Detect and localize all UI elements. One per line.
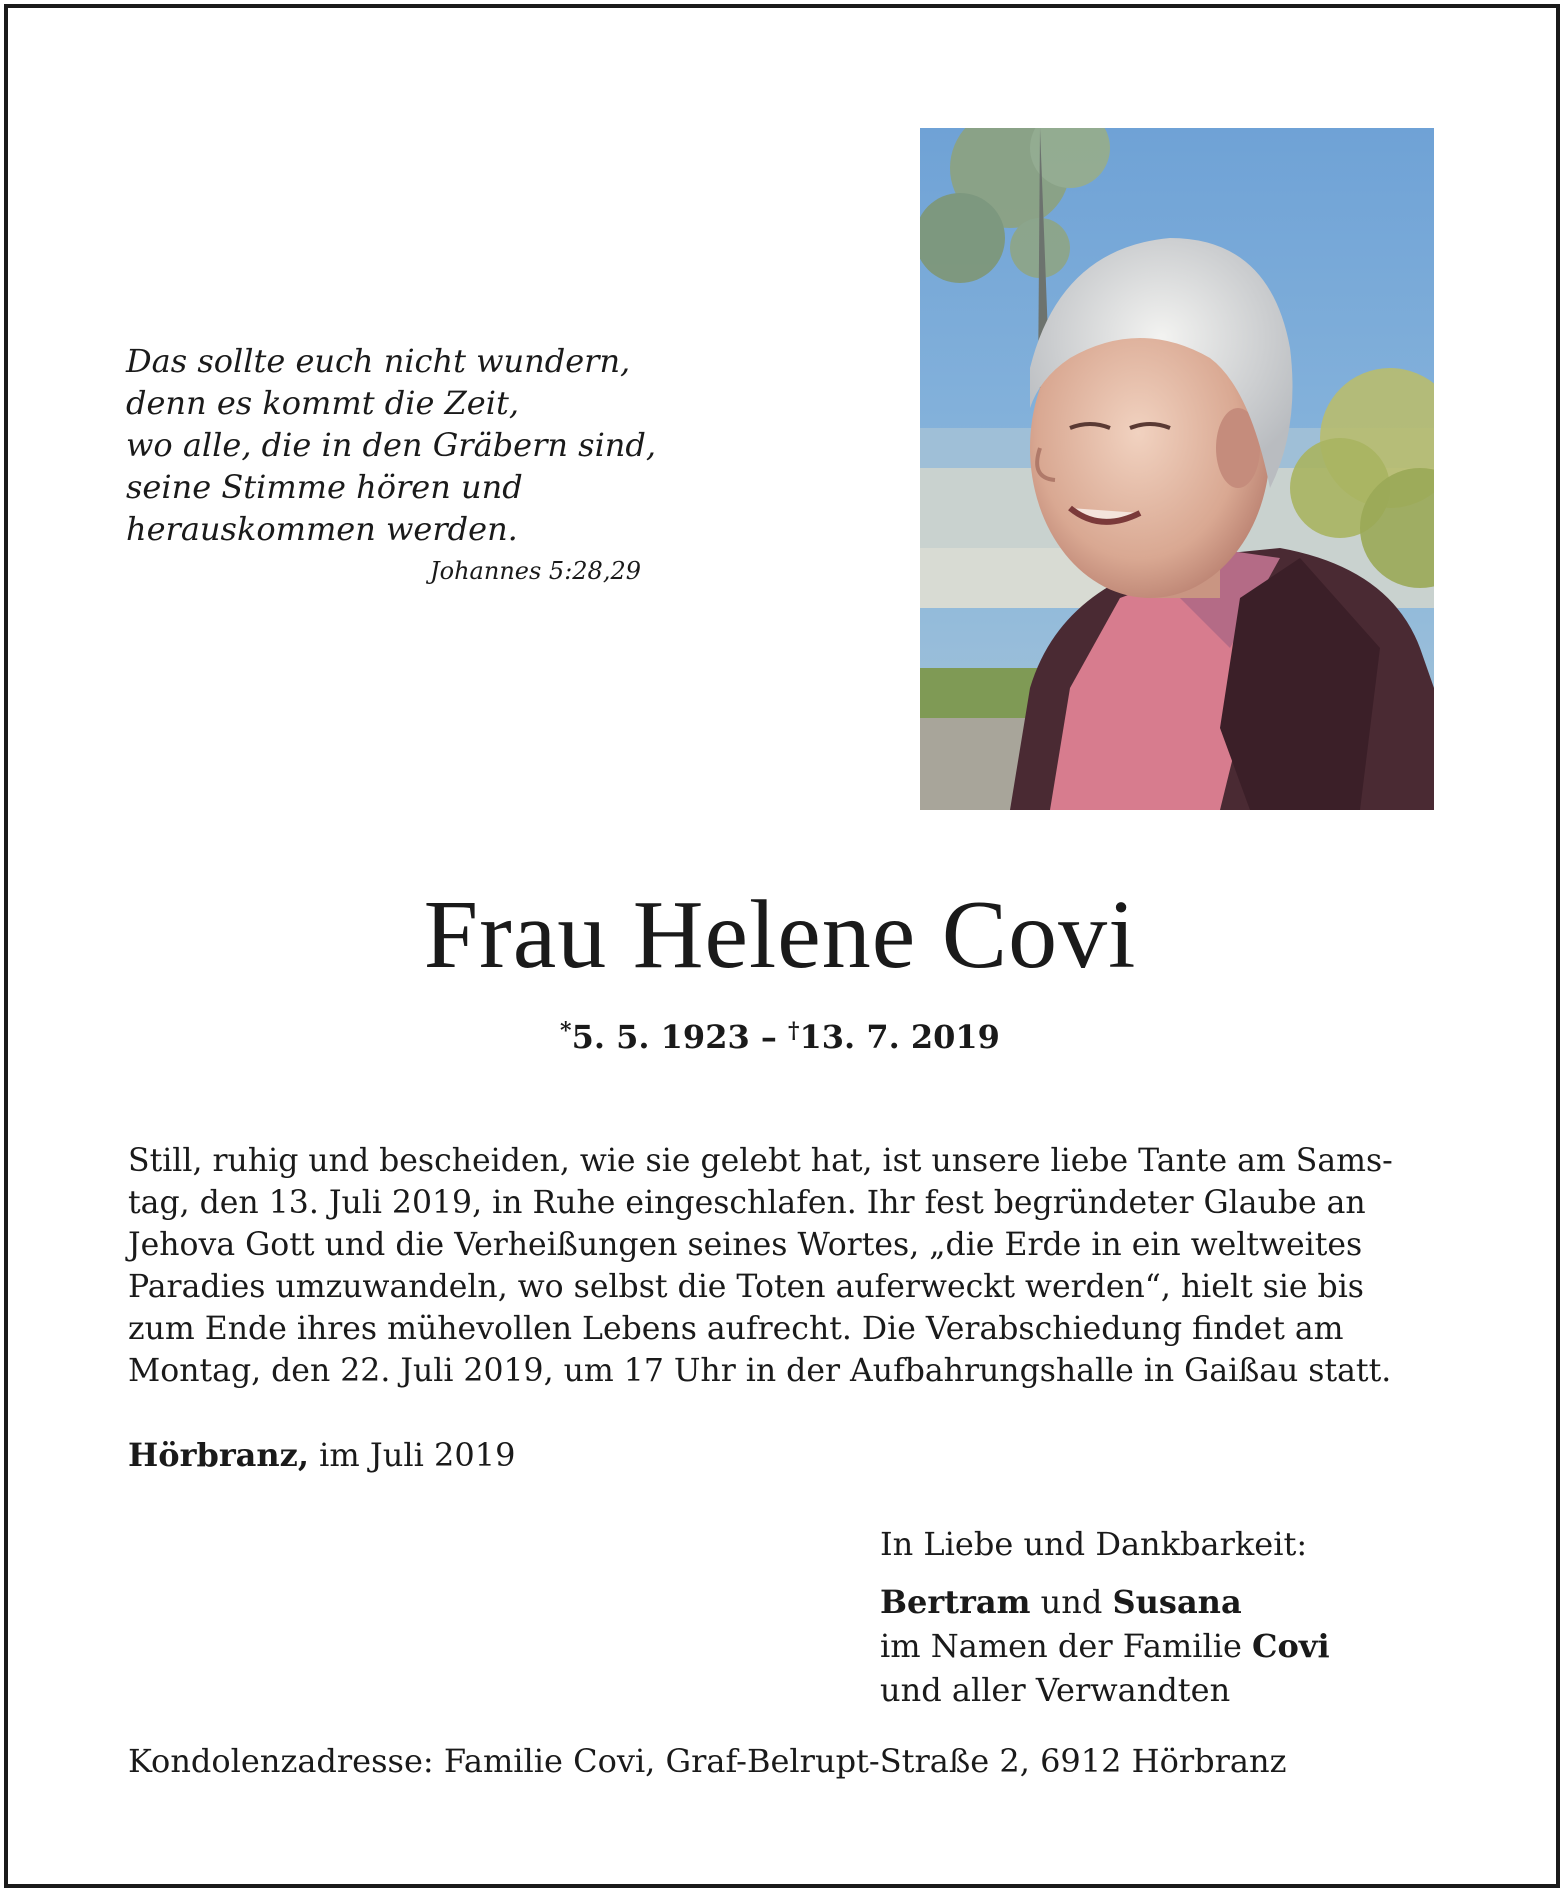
place-town: Hörbranz,: [128, 1436, 309, 1474]
signoff-family-prefix: im Namen der Familie: [880, 1627, 1253, 1665]
quote-line: denn es kommt die Zeit,: [126, 384, 519, 422]
place-and-date: [128, 1436, 515, 1474]
quote-reference: Johannes 5:28,29: [430, 557, 641, 585]
quote-line: seine Stimme hören und: [126, 468, 523, 506]
signoff-block: [880, 1522, 1330, 1712]
portrait-photo-illustration: [920, 128, 1434, 810]
bible-quote: [126, 340, 686, 550]
birth-date: 5. 5. 1923: [571, 1018, 750, 1056]
death-date: 13. 7. 2019: [799, 1018, 1000, 1056]
quote-line: wo alle, die in den Gräbern sind,: [126, 426, 657, 464]
signoff-and: und: [1030, 1583, 1113, 1621]
portrait-photo: [920, 128, 1434, 810]
place-date: im Juli 2019: [308, 1436, 516, 1474]
deceased-name: Frau Helene Covi: [423, 881, 1137, 989]
signoff-intro: In Liebe und Dankbarkeit:: [880, 1525, 1308, 1563]
notice-text: [128, 1140, 1438, 1392]
quote-line: herauskommen werden.: [126, 510, 518, 548]
date-separator: –: [749, 1018, 788, 1056]
signoff-family: [880, 1624, 1330, 1668]
quote-line: Das sollte euch nicht wundern,: [126, 342, 631, 380]
signoff-name-2: Susana: [1112, 1583, 1242, 1621]
notice-line: tag, den 13. Juli 2019, in Ruhe eingeschlafen. Ihr fest begründeter Glaube an: [128, 1185, 1366, 1221]
death-symbol: †: [788, 1018, 800, 1044]
notice-line: zum Ende ihres mühevollen Lebens aufrecht. Die Verabschiedung findet am: [128, 1311, 1344, 1347]
life-dates: [0, 1018, 1560, 1056]
birth-symbol: *: [560, 1018, 572, 1044]
notice-line: Jehova Gott und die Verheißungen seines Wortes, „die Erde in ein weltweites: [128, 1227, 1363, 1263]
signoff-name-1: Bertram: [880, 1583, 1031, 1621]
signoff-relatives: und aller Verwandten: [880, 1671, 1231, 1709]
signoff-names: [880, 1580, 1330, 1624]
condolence-address: Kondolenzadresse: Familie Covi, Graf-Belrupt-Straße 2, 6912 Hörbranz: [128, 1742, 1287, 1780]
notice-line: Paradies umzuwandeln, wo selbst die Toten auferweckt werden“, hielt sie bis: [128, 1269, 1364, 1305]
signoff-family-name: Covi: [1252, 1627, 1330, 1665]
notice-line: Still, ruhig und bescheiden, wie sie gelebt hat, ist unsere liebe Tante am Sams-: [128, 1143, 1393, 1179]
notice-line: Montag, den 22. Juli 2019, um 17 Uhr in der Aufbahrungshalle in Gaißau statt.: [128, 1353, 1392, 1389]
